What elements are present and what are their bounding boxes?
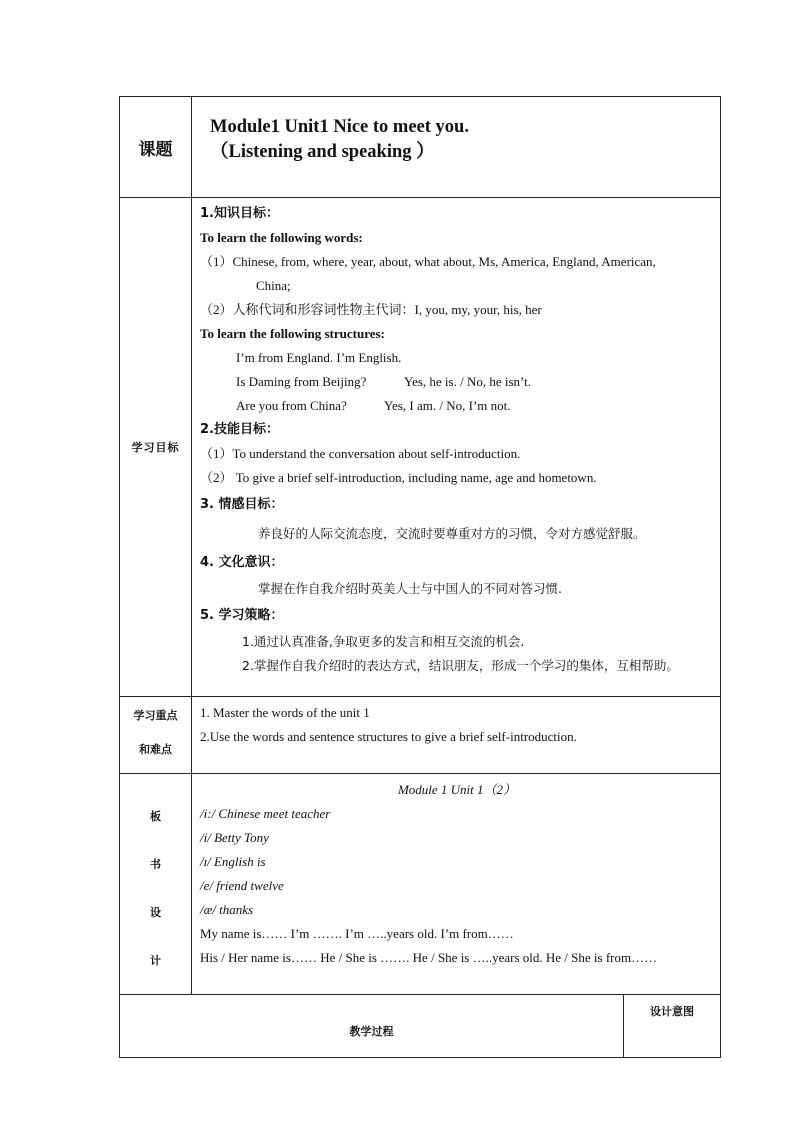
- words-item-1: （1）Chinese, from, where, year, about, what about, Ms, America, England, American,: [200, 254, 656, 269]
- strategy-2: 2.掌握作自我介绍时的表达方式，结识朋友，形成一个学习的集体，互相帮助。: [242, 658, 679, 673]
- lesson-title-line2: （Listening and speaking ）: [210, 142, 435, 162]
- structure-3: [200, 394, 714, 418]
- strategy-heading: 5. 学习策略：: [200, 608, 284, 623]
- key-points-content: [192, 697, 721, 774]
- teaching-process-label: [120, 995, 624, 1058]
- structure-2-answer: Yes, he is. / No, he isn’t.: [404, 374, 532, 389]
- key-points-label: [120, 697, 192, 774]
- board-heading: Module 1 Unit 1（2）: [397, 782, 517, 797]
- words-item-2: （2）人称代词和形容词性物主代词：I, you, my, your, his, her: [200, 302, 542, 317]
- pattern-line-1: My name is…… I’m ……. I’m …..years old. I’m from……: [200, 926, 514, 941]
- design-intent-label: [624, 995, 721, 1058]
- skill-2: （2） To give a brief self-introduction, including name, age and hometown.: [200, 470, 597, 485]
- strategy-1: 1.通过认真准备,争取更多的发言和相互交流的机会.: [242, 634, 525, 649]
- lesson-title: [192, 97, 721, 198]
- topic-label: [120, 97, 192, 198]
- teaching-process-text: 教学过程: [349, 1025, 394, 1038]
- emotion-heading: 3. 情感目标：: [200, 497, 284, 512]
- structure-2: [200, 370, 714, 394]
- culture-1: 掌握在作自我介绍时英美人士与中国人的不同对答习惯.: [258, 581, 562, 596]
- phonetic-line-1: /i:/ Chinese meet teacher: [200, 806, 331, 821]
- structure-3-question: Are you from China?: [236, 398, 347, 413]
- board-label-char-2: 书: [150, 858, 161, 871]
- pattern-line-2: His / Her name is…… He / She is ……. He / She is …..years old. He / She is from……: [200, 950, 658, 965]
- title-row: [120, 97, 721, 198]
- words-heading: To learn the following words:: [200, 230, 363, 245]
- words-item-1-cont: China;: [256, 278, 291, 293]
- skill-heading: 2.技能目标：: [200, 422, 279, 437]
- lesson-title-line1: Module1 Unit1 Nice to meet you.: [210, 117, 469, 137]
- objectives-row: [120, 198, 721, 697]
- objectives-label-text: 学习目标: [131, 441, 180, 454]
- emotion-1: 养良好的人际交流态度，交流时要尊重对方的习惯，令对方感觉舒服。: [258, 526, 646, 541]
- key-points-label-1: 学习重点: [133, 709, 178, 722]
- phonetic-line-5: /æ/ thanks: [200, 902, 254, 917]
- key-point-2: 2.Use the words and sentence structures to give a brief self-introduction.: [200, 729, 577, 744]
- structure-1: I’m from England. I’m English.: [236, 350, 402, 365]
- structure-3-answer: Yes, I am. / No, I’m not.: [384, 398, 511, 413]
- board-label-char-1: 板: [150, 810, 161, 823]
- key-points-row: [120, 697, 721, 774]
- key-point-1: 1. Master the words of the unit 1: [200, 705, 370, 720]
- process-row: [120, 995, 721, 1058]
- phonetic-line-4: /e/ friend twelve: [200, 878, 284, 893]
- phonetic-line-3: /ɪ/ English is: [200, 854, 266, 869]
- topic-label-text: 课题: [138, 139, 173, 160]
- objectives-label: [120, 198, 192, 697]
- objectives-content: [192, 198, 721, 697]
- structures-heading: To learn the following structures:: [200, 326, 385, 341]
- board-design-label: [120, 774, 192, 995]
- knowledge-heading: 1.知识目标：: [200, 206, 279, 221]
- structure-2-question: Is Daming from Beijing?: [236, 374, 367, 389]
- phonetic-line-2: /i/ Betty Tony: [200, 830, 269, 845]
- culture-heading: 4. 文化意识：: [200, 555, 284, 570]
- skill-1: （1）To understand the conversation about self-introduction.: [200, 446, 521, 461]
- board-design-row: [120, 774, 721, 995]
- board-label-char-4: 计: [150, 954, 161, 967]
- board-design-content: [192, 774, 721, 995]
- board-label-char-3: 设: [150, 906, 161, 919]
- lesson-plan-table: [119, 96, 721, 1058]
- design-intent-text: 设计意图: [650, 1005, 694, 1018]
- key-points-label-2: 和难点: [139, 743, 172, 756]
